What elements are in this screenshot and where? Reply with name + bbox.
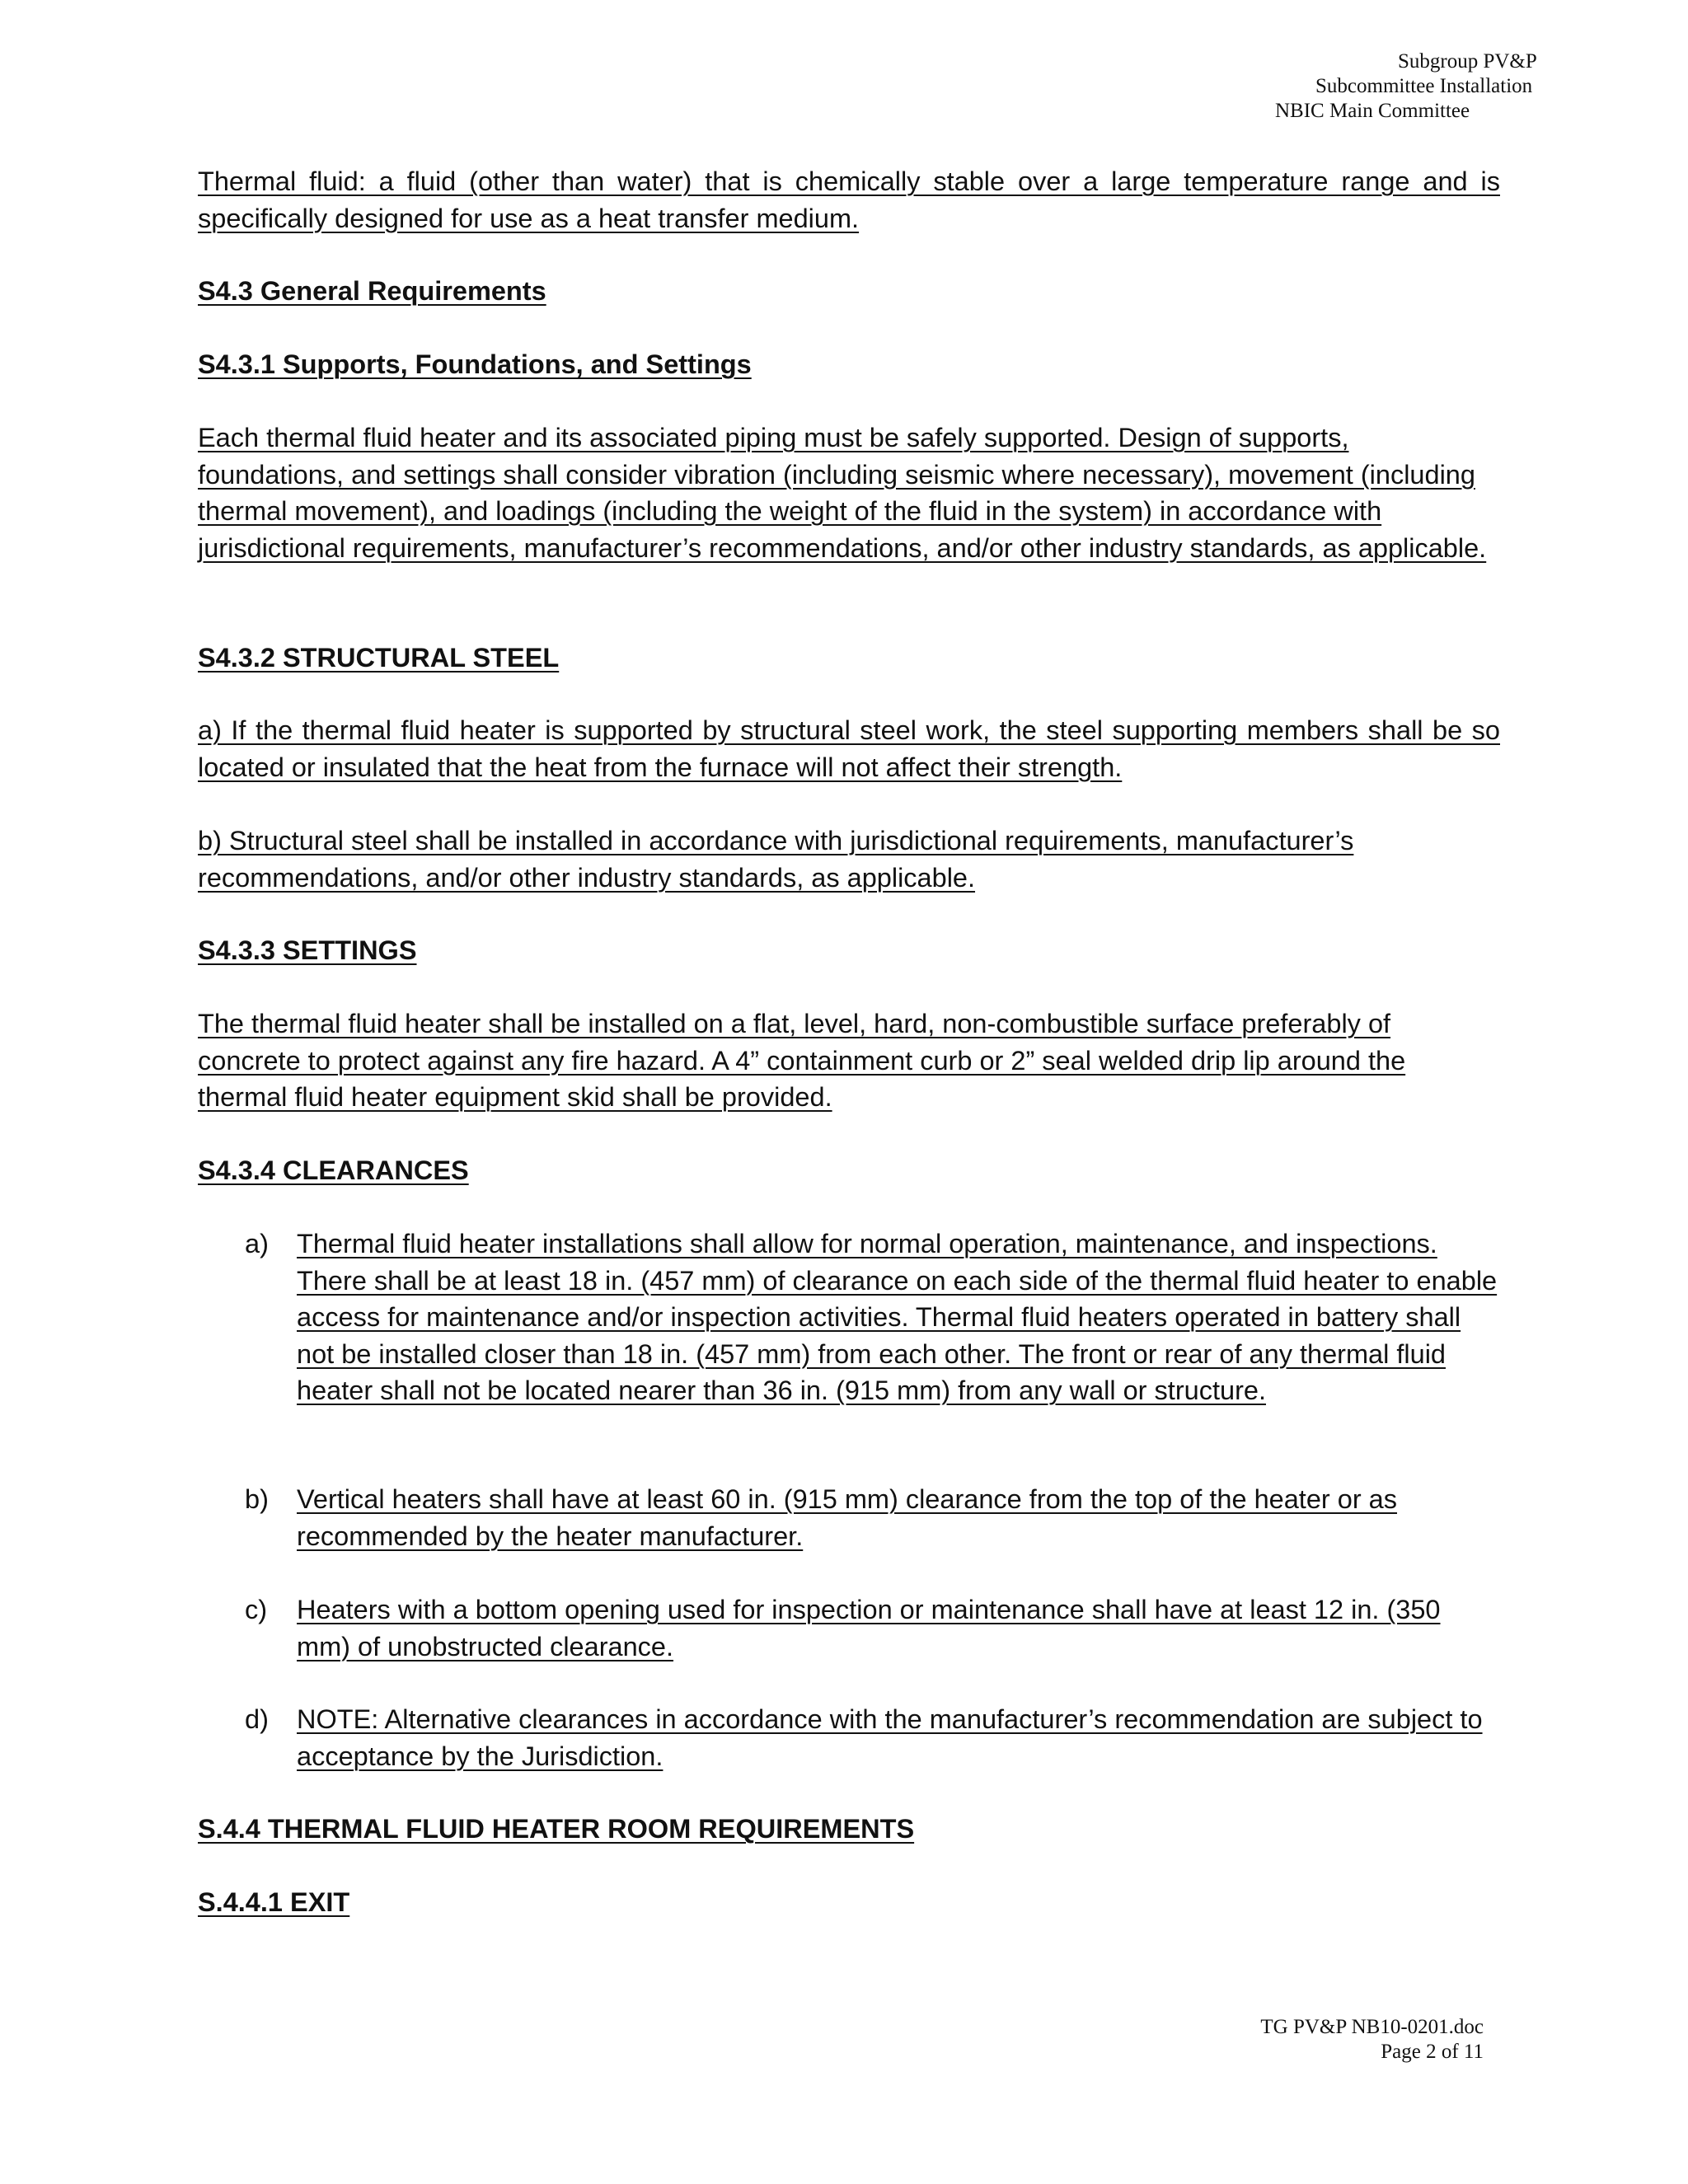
header-subgroup: Subgroup PV&P <box>1398 50 1537 73</box>
heading-s4-4-1: S.4.4.1 EXIT <box>198 1887 350 1917</box>
heading-s4-3-2: S4.3.2 STRUCTURAL STEEL <box>198 643 560 673</box>
heading-s4-3-1: S4.3.1 Supports, Foundations, and Settings <box>198 349 752 379</box>
definition-thermal-fluid: Thermal fluid: a fluid (other than water) that is chemically stable over a large temperature range and is specifically designed for use as a heat transfer medium. <box>198 166 1500 233</box>
list-marker: d) <box>245 1704 269 1734</box>
paragraph-s4-3-3: The thermal fluid heater shall be installed on a flat, level, hard, non-combustible surface preferably of concrete to protect against any fire hazard. A 4” containment curb or 2” seal welded drip lip around the thermal fluid heater equipment skid shall be provided. <box>198 1009 1406 1112</box>
list-item-text: NOTE: Alternative clearances in accordance with the manufacturer’s recommendation are subject to acceptance by the Jurisdiction. <box>297 1704 1483 1771</box>
page-footer <box>1154 2015 1484 2073</box>
header-committee: NBIC Main Committee <box>1275 100 1470 122</box>
list-item-text: Heaters with a bottom opening used for inspection or maintenance shall have at least 12 in. (350 mm) of unobstructed clearance. <box>297 1595 1441 1661</box>
list-item-text: Vertical heaters shall have at least 60 in. (915 mm) clearance from the top of the heater or as recommended by the heater manufacturer. <box>297 1484 1398 1551</box>
heading-s4-3-4: S4.3.4 CLEARANCES <box>198 1155 469 1185</box>
list-marker: b) <box>245 1484 269 1514</box>
page-header <box>1193 49 1688 132</box>
header-subcommittee: Subcommittee Installation <box>1315 75 1533 97</box>
paragraph-s4-3-1: Each thermal fluid heater and its associated piping must be safely supported. Design of supports, foundations, and settings shall consider vibration (including seismic where necessary), movement (including thermal movement), and loadings (including the weight of the fluid in the system) in accordance with jurisdictional requirements, manufacturer’s recommendations, and/or other industry standards, as applicable. <box>198 423 1487 563</box>
footer-page-number: Page 2 of 11 <box>1381 2041 1484 2063</box>
list-marker: a) <box>245 1229 269 1258</box>
heading-s4-4: S.4.4 THERMAL FLUID HEATER ROOM REQUIREMENTS <box>198 1814 915 1844</box>
heading-s4-3: S4.3 General Requirements <box>198 276 546 306</box>
paragraph-s4-3-2-a: a) If the thermal fluid heater is supported by structural steel work, the steel supporting members shall be so located or insulated that the heat from the furnace will not affect their strength. <box>198 715 1500 782</box>
footer-document-name: TG PV&P NB10-0201.doc <box>1260 2016 1484 2038</box>
heading-s4-3-3: S4.3.3 SETTINGS <box>198 935 417 965</box>
list-item-text: Thermal fluid heater installations shall allow for normal operation, maintenance, and inspections. There shall be at least 18 in. (457 mm) of clearance on each side of the thermal fluid heater to enable access for maintenance and/or inspection activities. Thermal fluid heaters operated in battery shall not be installed closer than 18 in. (457 mm) from each other. The front or rear of any thermal fluid heater shall not be located nearer than 36 in. (915 mm) from any wall or structure. <box>297 1229 1498 1405</box>
list-marker: c) <box>245 1595 268 1624</box>
paragraph-s4-3-2-b: b) Structural steel shall be installed in accordance with jurisdictional requirements, manufacturer’s recommendations, and/or other industry standards, as applicable. <box>198 826 1354 893</box>
